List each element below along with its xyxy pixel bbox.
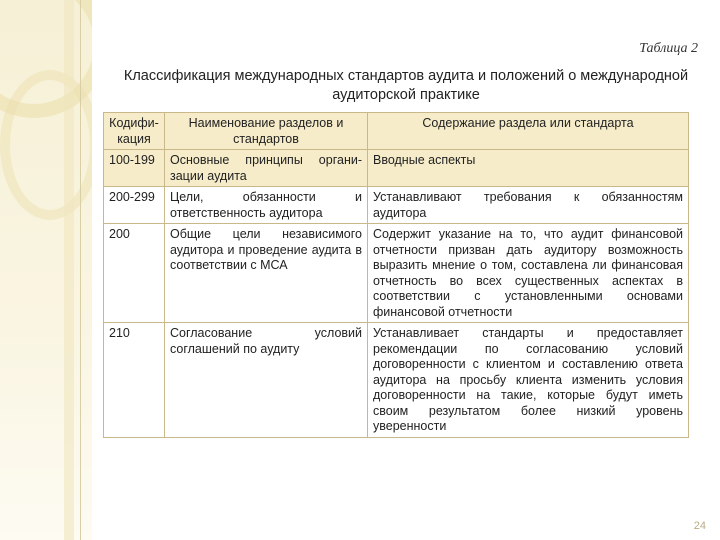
decorative-strip	[64, 0, 74, 540]
divider-line	[80, 0, 81, 540]
cell-name: Согласование условий соглашений по аудиту	[165, 323, 368, 438]
cell-code: 200	[104, 224, 165, 323]
page-title: Классификация международных стандартов аудита и положений о международной аудиторской практике	[123, 68, 689, 103]
cell-code: 210	[104, 323, 165, 438]
cell-content: Вводные аспекты	[368, 150, 689, 187]
cell-content: Устанавливают требования к обязанностям аудитора	[368, 187, 689, 224]
table-row	[104, 224, 689, 323]
cell-code: 200-299	[104, 187, 165, 224]
cell-name: Основные принципы органи-зации аудита	[165, 150, 368, 187]
table-row	[104, 187, 689, 224]
standards-table	[103, 112, 689, 438]
column-header-name: Наименование разделов и стандартов	[165, 113, 368, 150]
cell-content: Устанавливает стандарты и предоставляет рекомендации по согласованию условий договоренности с клиентом и составлению ответа аудитора на просьбу клиента изменить условия договоренности на такие, которые будут иметь своим результатом более низкий уровень уверенности	[368, 323, 689, 438]
column-header-content: Содержание раздела или стандарта	[368, 113, 689, 150]
decorative-sidebar	[0, 0, 92, 540]
decorative-circle	[0, 70, 92, 220]
cell-content: Содержит указание на то, что аудит финансовой отчетности призван дать аудитору возможность выразить мнение о том, составлена ли финансовая отчетность во всех существенных аспектах в соответствии с установленными основами финансовой отчетности	[368, 224, 689, 323]
page-number: 24	[693, 520, 706, 532]
table-number-label: Таблица 2	[639, 41, 698, 56]
column-header-code: Кодифи-кация	[104, 113, 165, 150]
cell-name: Цели, обязанности и ответственность аудитора	[165, 187, 368, 224]
table-header-row	[104, 113, 689, 150]
cell-name: Общие цели независимого аудитора и проведение аудита в соответствии с МСА	[165, 224, 368, 323]
cell-code: 100-199	[104, 150, 165, 187]
table-row	[104, 323, 689, 438]
table-row	[104, 150, 689, 187]
